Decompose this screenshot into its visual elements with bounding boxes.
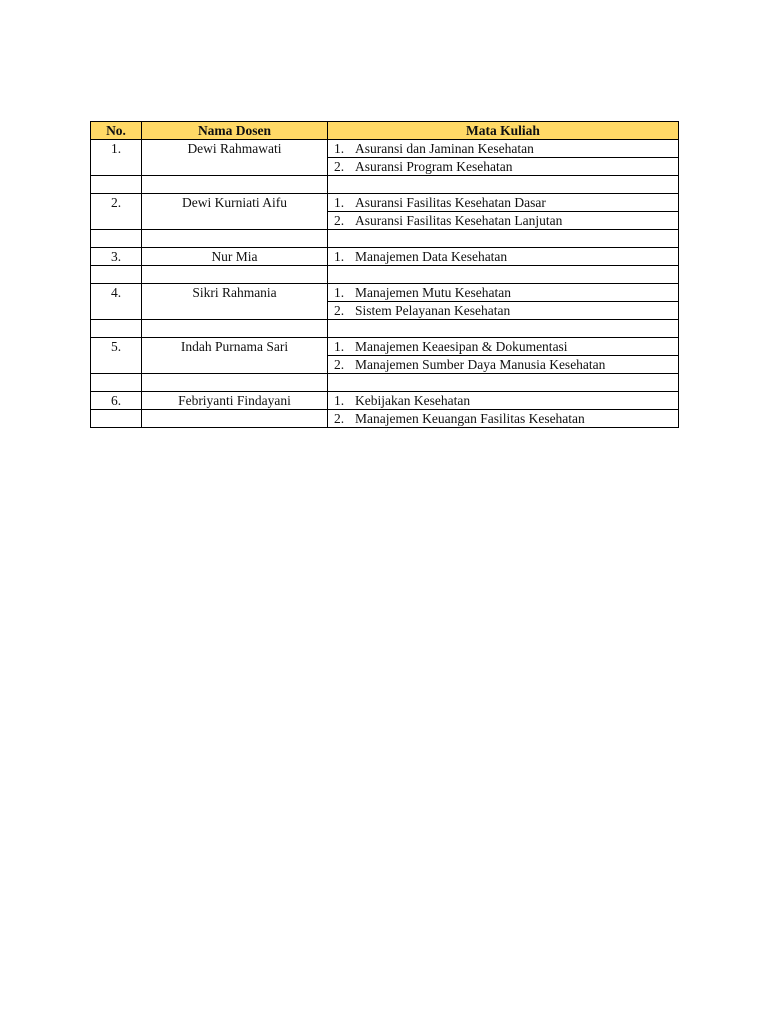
- row-number: 5.: [91, 338, 142, 374]
- course-item: [328, 410, 678, 427]
- course-name: Manajemen Sumber Daya Manusia Kesehatan: [355, 357, 606, 372]
- header-nama-dosen: Nama Dosen: [142, 122, 328, 140]
- lecturer-name: Febriyanti Findayani: [142, 392, 328, 410]
- table-row: [91, 410, 679, 428]
- course-item: [328, 140, 678, 157]
- table-header-row: [91, 122, 679, 140]
- course-name: Asuransi Fasilitas Kesehatan Lanjutan: [355, 213, 563, 228]
- lecturer-name: [142, 410, 328, 428]
- course-item: [328, 284, 678, 301]
- course-list: [328, 284, 679, 320]
- lecturer-name: Indah Purnama Sari: [142, 338, 328, 374]
- course-name: Asuransi dan Jaminan Kesehatan: [355, 141, 534, 156]
- course-name: Manajemen Keuangan Fasilitas Kesehatan: [355, 411, 585, 426]
- course-item: [328, 248, 678, 265]
- spacer-row: [91, 266, 679, 284]
- course-list: [328, 248, 679, 266]
- course-list: [328, 410, 679, 428]
- course-number: 2.: [334, 303, 345, 318]
- course-name: Kebijakan Kesehatan: [355, 393, 471, 408]
- course-list: [328, 194, 679, 230]
- row-number: [91, 410, 142, 428]
- course-item: [328, 338, 678, 355]
- table-row: [91, 194, 679, 230]
- course-name: Sistem Pelayanan Kesehatan: [355, 303, 511, 318]
- table-row: [91, 248, 679, 266]
- table-row: [91, 140, 679, 176]
- course-name: Manajemen Data Kesehatan: [355, 249, 508, 264]
- lecturer-name: Dewi Rahmawati: [142, 140, 328, 176]
- course-list: [328, 338, 679, 374]
- course-number: 1.: [334, 141, 345, 156]
- course-number: 1.: [334, 285, 345, 300]
- table-row: [91, 392, 679, 410]
- table-row: [91, 284, 679, 320]
- course-item: [328, 211, 678, 229]
- course-name: Manajemen Keaesipan & Dokumentasi: [355, 339, 568, 354]
- course-number: 2.: [334, 213, 345, 228]
- course-item: [328, 301, 678, 319]
- course-name: Asuransi Fasilitas Kesehatan Dasar: [355, 195, 546, 210]
- row-number: 3.: [91, 248, 142, 266]
- course-item: [328, 157, 678, 175]
- row-number: 1.: [91, 140, 142, 176]
- course-list: [328, 140, 679, 176]
- row-number: 6.: [91, 392, 142, 410]
- header-no: No.: [91, 122, 142, 140]
- course-number: 1.: [334, 393, 345, 408]
- table-row: [91, 338, 679, 374]
- lecturer-course-table: [90, 121, 679, 428]
- course-number: 2.: [334, 159, 345, 174]
- spacer-row: [91, 320, 679, 338]
- course-list: [328, 392, 679, 410]
- header-mata-kuliah: Mata Kuliah: [328, 122, 679, 140]
- lecturer-name: Nur Mia: [142, 248, 328, 266]
- course-number: 1.: [334, 249, 345, 264]
- course-number: 1.: [334, 195, 345, 210]
- row-number: 2.: [91, 194, 142, 230]
- course-number: 2.: [334, 357, 345, 372]
- course-number: 1.: [334, 339, 345, 354]
- course-item: [328, 392, 678, 409]
- spacer-row: [91, 176, 679, 194]
- course-name: Manajemen Mutu Kesehatan: [355, 285, 511, 300]
- spacer-row: [91, 374, 679, 392]
- lecturer-name: Sikri Rahmania: [142, 284, 328, 320]
- spacer-row: [91, 230, 679, 248]
- course-item: [328, 194, 678, 211]
- lecturer-name: Dewi Kurniati Aifu: [142, 194, 328, 230]
- course-number: 2.: [334, 411, 345, 426]
- row-number: 4.: [91, 284, 142, 320]
- course-name: Asuransi Program Kesehatan: [355, 159, 513, 174]
- course-item: [328, 355, 678, 373]
